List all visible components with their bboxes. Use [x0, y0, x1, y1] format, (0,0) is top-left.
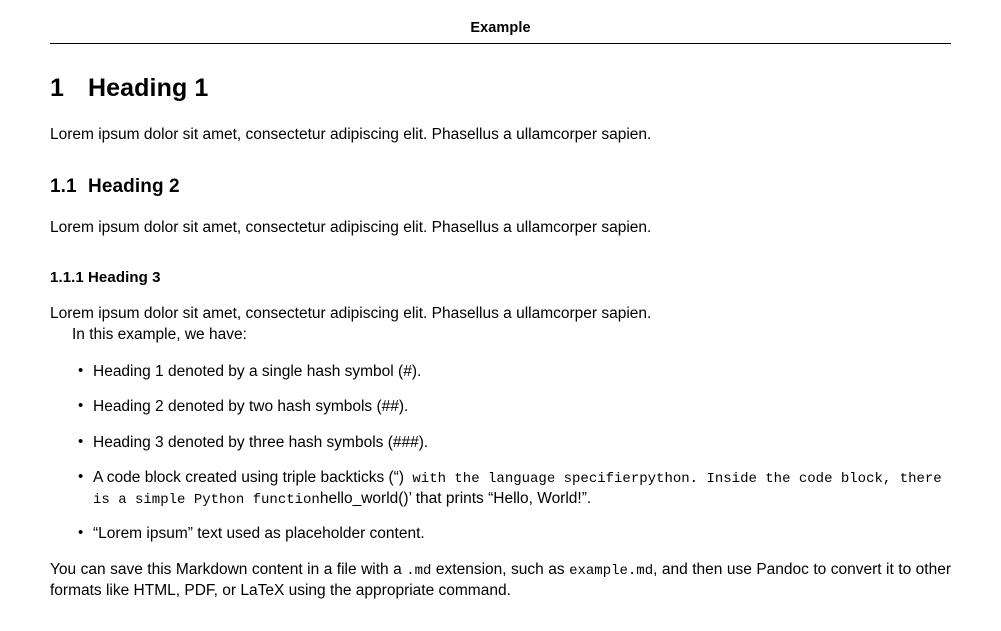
- bullet-text-part: “Lorem ipsum” text used as placeholder content.: [93, 524, 425, 542]
- section-paragraph-3: Lorem ipsum dolor sit amet, consectetur adipiscing elit. Phasellus a ullamcorper sapien.: [50, 304, 652, 322]
- section-title-1: Heading 1: [88, 74, 209, 102]
- bullet-text-part: Heading 1 denoted by a single hash symbol (#).: [93, 362, 422, 380]
- section-title-2: Heading 2: [88, 175, 180, 197]
- section-number-1: 1: [50, 74, 65, 102]
- closing-text-part2: extension, such as: [431, 561, 570, 579]
- section-number-3: 1.1.1: [50, 268, 84, 286]
- bullet-text-part: Heading 2 denoted by two hash symbols (##).: [93, 398, 409, 416]
- spacer: [50, 146, 951, 176]
- spacer: [50, 198, 951, 218]
- section-heading-3: [50, 269, 951, 286]
- bullet-list: [50, 362, 951, 545]
- section-paragraph-1: Lorem ipsum dolor sit amet, consectetur adipiscing elit. Phasellus a ullamcorper sapien.: [50, 126, 652, 143]
- closing-text-part3: , and then use Pandoc to convert it to other formats like HTML, PDF, or LaTeX using the appropriate command.: [50, 561, 952, 600]
- section-heading-1: [50, 74, 951, 103]
- list-intro-line: In this example, we have:: [72, 325, 247, 343]
- bullet-text-part: hello_world()’ that prints “Hello, World!”.: [319, 489, 592, 507]
- bullet-item: [50, 397, 951, 417]
- spacer: [50, 286, 951, 304]
- bullet-item: [50, 524, 951, 544]
- running-head: Example: [470, 20, 531, 36]
- bullet-text-part: with the language specifier: [404, 471, 640, 488]
- closing-filename: example.md: [569, 563, 654, 580]
- bullet-item: [50, 433, 951, 453]
- bullet-text-part: Heading 3 denoted by three hash symbols (###).: [93, 433, 429, 451]
- spacer: [50, 103, 951, 125]
- section-paragraph-2: Lorem ipsum dolor sit amet, consectetur adipiscing elit. Phasellus a ullamcorper sapien.: [50, 218, 652, 236]
- closing-text-part1: You can save this Markdown content in a file with a: [50, 561, 407, 579]
- spacer: [50, 239, 951, 269]
- bullet-item: [50, 468, 951, 509]
- closing-paragraph: [50, 560, 951, 602]
- closing-extension: .md: [406, 563, 432, 580]
- section-heading-2: [50, 176, 951, 198]
- section-title-3: Heading 3: [88, 268, 161, 286]
- bullet-item: [50, 362, 951, 382]
- section-number-2: 1.1: [50, 175, 77, 197]
- bullet-text-part: python. Inside the code block, there is a simple Python function: [93, 471, 942, 508]
- bullet-text-part: A code block created using triple backticks (“): [93, 469, 404, 487]
- document-body: [50, 44, 951, 602]
